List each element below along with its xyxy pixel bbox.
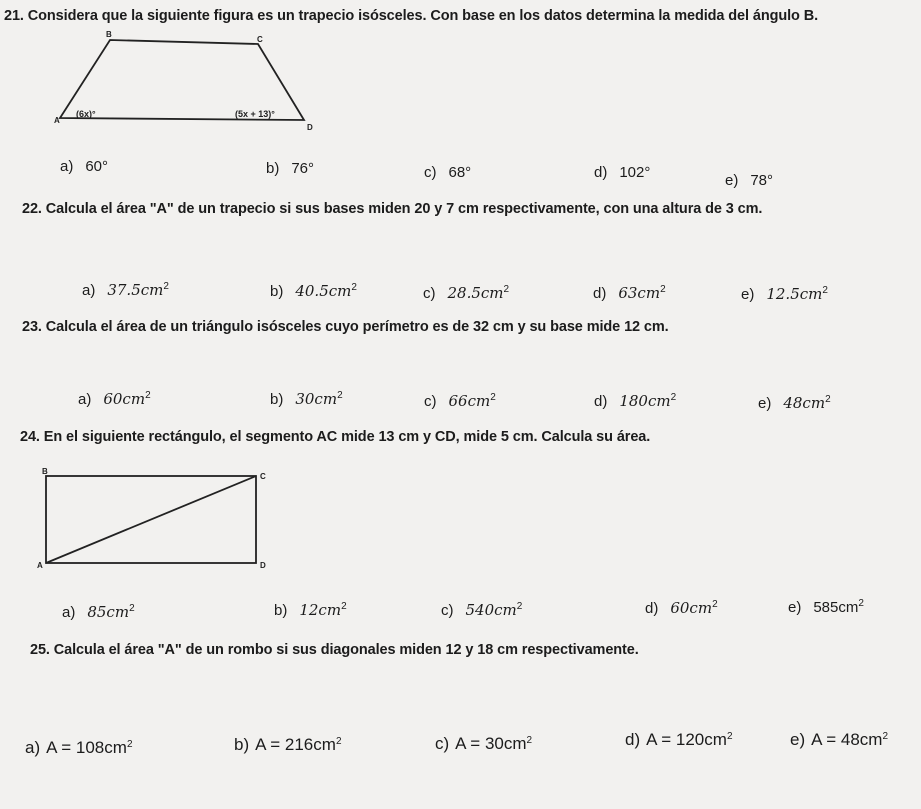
option-value: 66cm: [448, 392, 491, 410]
option-value: 60cm: [103, 390, 146, 408]
q23-option-c[interactable]: [424, 392, 496, 410]
option-exponent: 2: [129, 603, 135, 614]
q25-option-c[interactable]: [435, 734, 532, 754]
option-label: a): [25, 738, 41, 757]
option-label: c): [423, 285, 436, 302]
q22-option-b[interactable]: [270, 282, 357, 300]
q21-option-a[interactable]: [60, 158, 108, 175]
option-exponent: 2: [726, 731, 733, 742]
option-label: e): [725, 172, 739, 189]
q22-option-c[interactable]: [423, 284, 509, 302]
option-value: 63cm: [618, 284, 661, 302]
option-exponent: 2: [670, 392, 677, 403]
vertex-d-label: D: [307, 123, 313, 132]
vertex-b-label: B: [106, 30, 112, 39]
q21-option-d[interactable]: [594, 164, 650, 181]
option-exponent: 2: [858, 598, 864, 609]
q24-option-a[interactable]: [62, 603, 135, 621]
option-exponent: 2: [145, 390, 151, 401]
diagonal-ac: [46, 476, 256, 563]
option-label: d): [645, 600, 659, 617]
option-value: 60°: [85, 158, 109, 175]
option-value: 12cm: [299, 601, 342, 619]
option-value: A = 30cm: [455, 734, 527, 753]
option-exponent: 2: [503, 284, 510, 295]
option-value: 12.5cm: [766, 285, 823, 303]
option-value: A = 216cm: [255, 735, 336, 754]
option-exponent: 2: [126, 739, 133, 750]
option-label: a): [78, 391, 92, 408]
option-value: 102°: [619, 164, 651, 181]
q25-option-a[interactable]: [25, 738, 133, 758]
option-label: c): [424, 164, 437, 181]
option-exponent: 2: [337, 390, 343, 401]
q24-option-c[interactable]: [441, 601, 522, 619]
q25-option-d[interactable]: [625, 730, 733, 750]
option-label: d): [594, 164, 608, 181]
option-exponent: 2: [660, 284, 666, 295]
option-value: 40.5cm: [295, 282, 352, 300]
option-exponent: 2: [526, 735, 533, 746]
q23-option-b[interactable]: [270, 390, 343, 408]
option-label: e): [758, 395, 772, 412]
question-21-text: 21. Considera que la siguiente figura es un trapecio isósceles. Con base en los datos determina la medida del ángulo B.: [4, 8, 819, 24]
option-label: c): [435, 734, 450, 753]
option-label: d): [593, 285, 607, 302]
option-exponent: 2: [712, 599, 718, 610]
q25-option-e[interactable]: [790, 730, 888, 750]
question-23-text: 23. Calcula el área de un triángulo isósceles cuyo perímetro es de 32 cm y su base mide 12 cm.: [22, 319, 669, 335]
option-label: a): [82, 282, 96, 299]
option-exponent: 2: [825, 394, 831, 405]
option-label: b): [266, 160, 280, 177]
q21-option-b[interactable]: [266, 160, 314, 177]
vertex-a-label: A: [54, 116, 60, 125]
angle-a-label: (6x)°: [76, 109, 96, 119]
option-label: d): [625, 730, 641, 749]
q24-option-b[interactable]: [274, 601, 347, 619]
vertex-c-label: C: [257, 35, 263, 44]
angle-d-label: (5x + 13)°: [235, 109, 275, 119]
option-label: e): [788, 599, 802, 616]
option-value: 68°: [448, 164, 472, 181]
vertex-c-label: C: [260, 472, 266, 481]
option-value: A = 48cm: [811, 730, 883, 749]
q22-option-d[interactable]: [593, 284, 666, 302]
q21-option-e[interactable]: [725, 172, 773, 189]
option-label: c): [441, 602, 454, 619]
option-exponent: 2: [341, 601, 347, 612]
q24-option-d[interactable]: [645, 599, 718, 617]
option-value: 540cm: [465, 601, 517, 619]
option-value: 37.5cm: [107, 281, 164, 299]
q22-option-a[interactable]: [82, 281, 169, 299]
option-value: 585cm: [813, 599, 859, 616]
option-value: 180cm: [619, 392, 671, 410]
option-label: a): [60, 158, 74, 175]
option-label: e): [790, 730, 806, 749]
option-value: 85cm: [87, 603, 130, 621]
option-label: e): [741, 286, 755, 303]
q23-option-e[interactable]: [758, 394, 831, 412]
q23-option-a[interactable]: [78, 390, 151, 408]
question-25-text: 25. Calcula el área "A" de un rombo si sus diagonales miden 12 y 18 cm respectivamente.: [30, 642, 639, 658]
option-exponent: 2: [516, 601, 523, 612]
option-label: a): [62, 604, 76, 621]
trapezoid-figure: [52, 28, 332, 138]
option-value: 60cm: [670, 599, 713, 617]
option-exponent: 2: [335, 736, 342, 747]
option-value: 76°: [291, 160, 315, 177]
q24-option-e[interactable]: [788, 599, 864, 616]
option-label: b): [234, 735, 250, 754]
option-exponent: 2: [490, 392, 496, 403]
option-value: 28.5cm: [447, 284, 504, 302]
option-label: b): [274, 602, 288, 619]
q23-option-d[interactable]: [594, 392, 676, 410]
option-value: 48cm: [783, 394, 826, 412]
vertex-d-label: D: [260, 561, 266, 570]
option-label: d): [594, 393, 608, 410]
trapezoid-shape: [60, 40, 304, 120]
option-exponent: 2: [822, 285, 828, 296]
option-label: b): [270, 391, 284, 408]
option-value: A = 108cm: [46, 738, 127, 757]
rectangle-figure: [34, 466, 274, 574]
question-22-text: 22. Calcula el área "A" de un trapecio si sus bases miden 20 y 7 cm respectivamente, con una altura de 3 cm.: [22, 201, 763, 217]
option-exponent: 2: [351, 282, 357, 293]
option-value: A = 120cm: [646, 730, 727, 749]
vertex-a-label: A: [37, 561, 43, 570]
q25-option-b[interactable]: [234, 735, 342, 755]
q22-option-e[interactable]: [741, 285, 828, 303]
option-label: c): [424, 393, 437, 410]
option-exponent: 2: [882, 731, 889, 742]
option-label: b): [270, 283, 284, 300]
vertex-b-label: B: [42, 467, 48, 476]
question-24-text: 24. En el siguiente rectángulo, el segmento AC mide 13 cm y CD, mide 5 cm. Calcula su área.: [20, 429, 651, 445]
option-value: 30cm: [295, 390, 338, 408]
option-value: 78°: [750, 172, 774, 189]
q21-option-c[interactable]: [424, 164, 471, 181]
option-exponent: 2: [163, 281, 169, 292]
